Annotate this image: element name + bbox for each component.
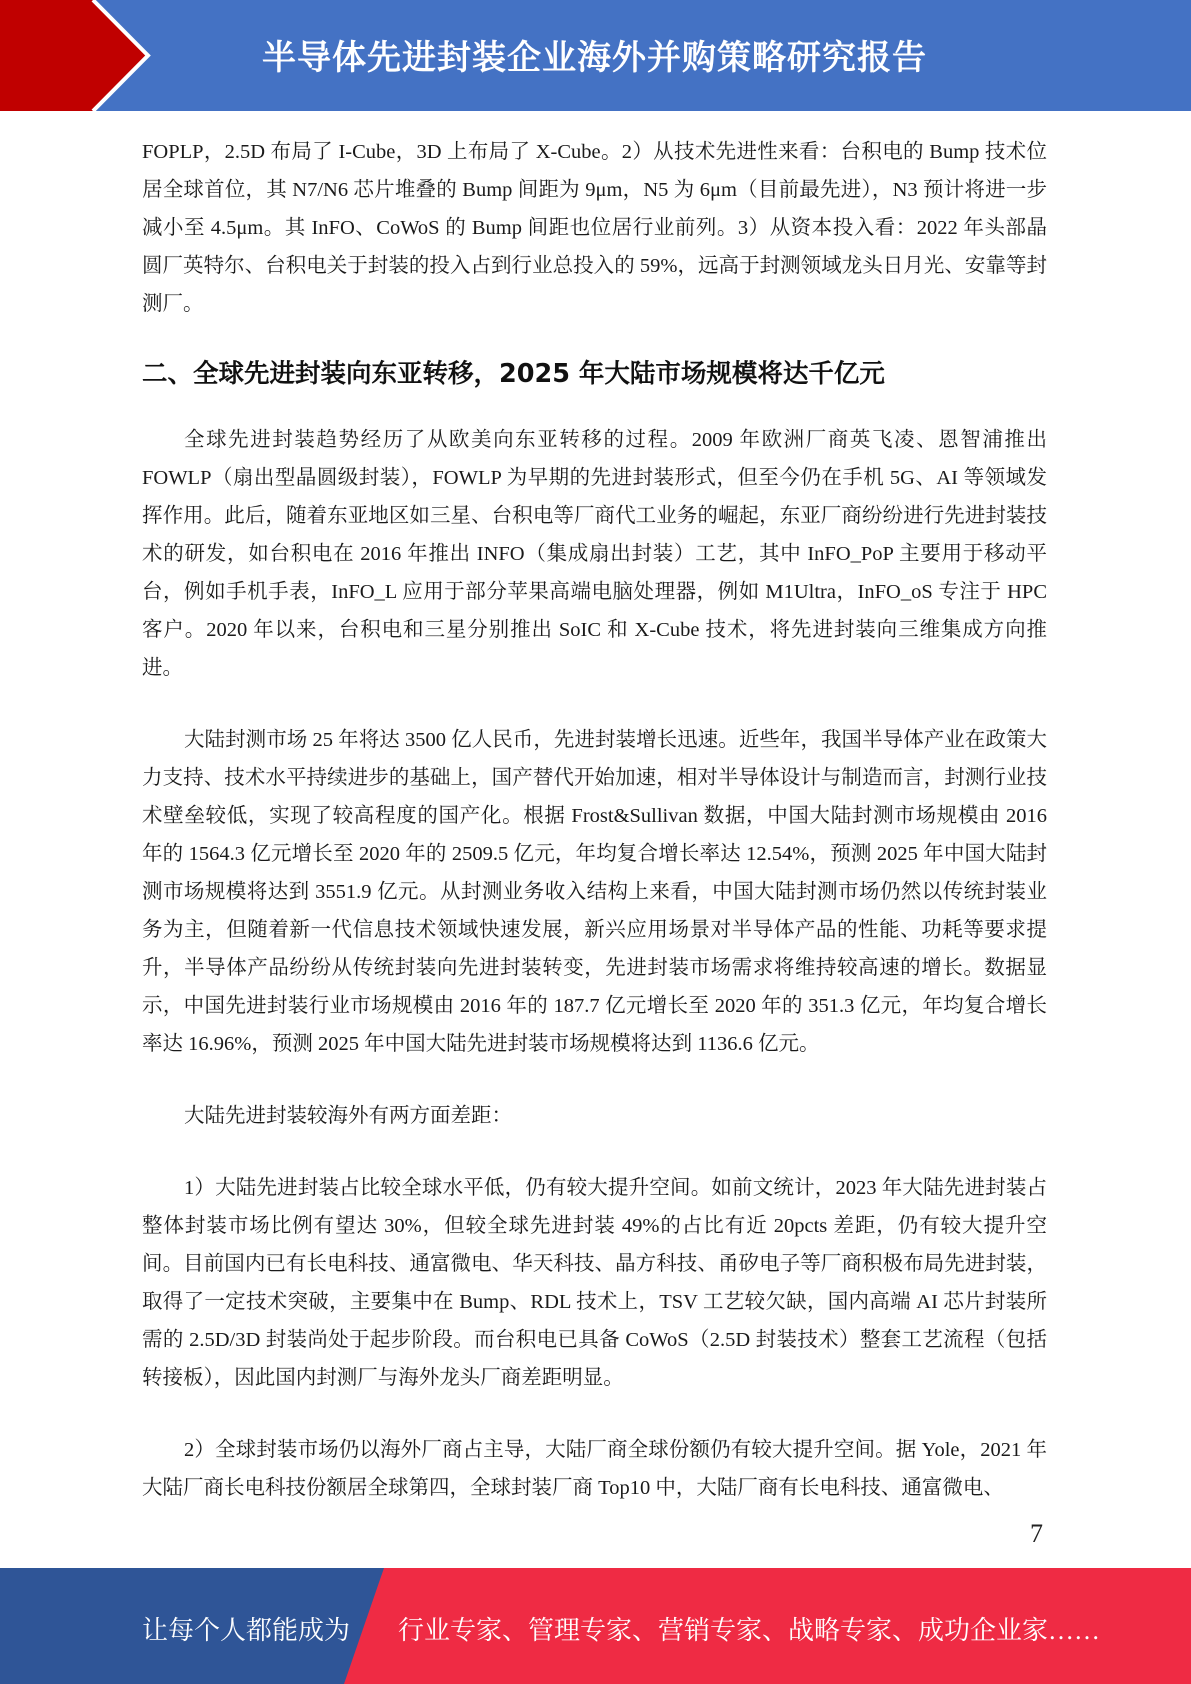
section-heading: 二、全球先进封装向东亚转移，2025 年大陆市场规模将达千亿元 bbox=[142, 359, 885, 389]
body-paragraph: 全球先进封装趋势经历了从欧美向东亚转移的过程。2009 年欧洲厂商英飞凌、恩智浦推出 FOWLP（扇出型晶圆级封装），FOWLP 为早期的先进封装形式，但至今仍在手机 5G、AI 等领域发挥作用。此后，随着东亚地区如三星、台积电等厂商代工业务的崛起，东亚厂商纷纷进行先进封装技术的研发，如台积电在 2016 年推出 INFO（集成扇出封装）工艺，其中 InFO_PoP 主要用于移动平台，例如手机手表，InFO_L 应用于部分苹果高端电脑处理器，例如 M1Ultra，InFO_oS 专注于 HPC 客户。2020 年以来，台积电和三星分别推出 SoIC 和 X-Cube 技术，将先进封装向三维集成方向推进。 bbox=[142, 429, 1047, 679]
page-number: 7 bbox=[1030, 1519, 1043, 1548]
chevron-red-shape bbox=[0, 0, 148, 111]
page-footer bbox=[0, 1568, 1191, 1684]
arrow-chevron-icon bbox=[0, 0, 160, 111]
report-title: 半导体先进封装企业海外并购策略研究报告 bbox=[262, 38, 927, 78]
body-paragraph: 2）全球封装市场仍以海外厂商占主导，大陆厂商全球份额仍有较大提升空间。据 Yole，2021 年大陆厂商长电科技份额居全球第四，全球封装厂商 Top10 中，大陆厂商有长电科技、通富微电、 bbox=[142, 1439, 1047, 1499]
body-paragraph: 大陆先进封装较海外有两方面差距： bbox=[184, 1105, 512, 1127]
footer-slogan-left: 让每个人都能成为 bbox=[142, 1616, 351, 1645]
footer-slogan-right: 行业专家、管理专家、营销专家、战略专家、成功企业家…… bbox=[398, 1616, 1101, 1645]
intro-paragraph: FOPLP，2.5D 布局了 I-Cube，3D 上布局了 X-Cube。2）从技术先进性来看：台积电的 Bump 技术位居全球首位，其 N7/N6 芯片堆叠的 Bump 间距为 9μm，N5 为 6μm（目前最先进），N3 预计将进一步减小至 4.5μm。其 InFO、CoWoS 的 Bump 间距也位居行业前列。3）从资本投入看：2022 年头部晶圆厂英特尔、台积电关于封装的投入占到行业总投入的 59%，远高于封测领域龙头日月光、安靠等封测厂。 bbox=[142, 141, 1047, 315]
document-body bbox=[142, 133, 1047, 1507]
page-header bbox=[0, 0, 1191, 111]
body-paragraph: 1）大陆先进封装占比较全球水平低，仍有较大提升空间。如前文统计，2023 年大陆先进封装占整体封装市场比例有望达 30%，但较全球先进封装 49%的占比有近 20pcts 差距，仍有较大提升空间。目前国内已有长电科技、通富微电、华天科技、晶方科技、甬矽电子等厂商积极布局先进封装，取得了一定技术突破，主要集中在 Bump、RDL 技术上，TSV 工艺较欠缺，国内高端 AI 芯片封装所需的 2.5D/3D 封装尚处于起步阶段。而台积电已具备 CoWoS（2.5D 封装技术）整套工艺流程（包括转接板），因此国内封测厂与海外龙头厂商差距明显。 bbox=[142, 1177, 1047, 1389]
body-paragraph: 大陆封测市场 25 年将达 3500 亿人民币，先进封装增长迅速。近些年，我国半导体产业在政策大力支持、技术水平持续进步的基础上，国产替代开始加速，相对半导体设计与制造而言，封测行业技术壁垒较低，实现了较高程度的国产化。根据 Frost&Sullivan 数据，中国大陆封测市场规模由 2016 年的 1564.3 亿元增长至 2020 年的 2509.5 亿元，年均复合增长率达 12.54%，预测 2025 年中国大陆封测市场规模将达到 3551.9 亿元。从封测业务收入结构上来看，中国大陆封测市场仍然以传统封装业务为主，但随着新一代信息技术领域快速发展，新兴应用场景对半导体产品的性能、功耗等要求提升，半导体产品纷纷从传统封装向先进封装转变，先进封装市场需求将维持较高速的增长。数据显示，中国先进封装行业市场规模由 2016 年的 187.7 亿元增长至 2020 年的 351.3 亿元，年均复合增长率达 16.96%，预测 2025 年中国大陆先进封装市场规模将达到 1136.6 亿元。 bbox=[142, 729, 1047, 1055]
